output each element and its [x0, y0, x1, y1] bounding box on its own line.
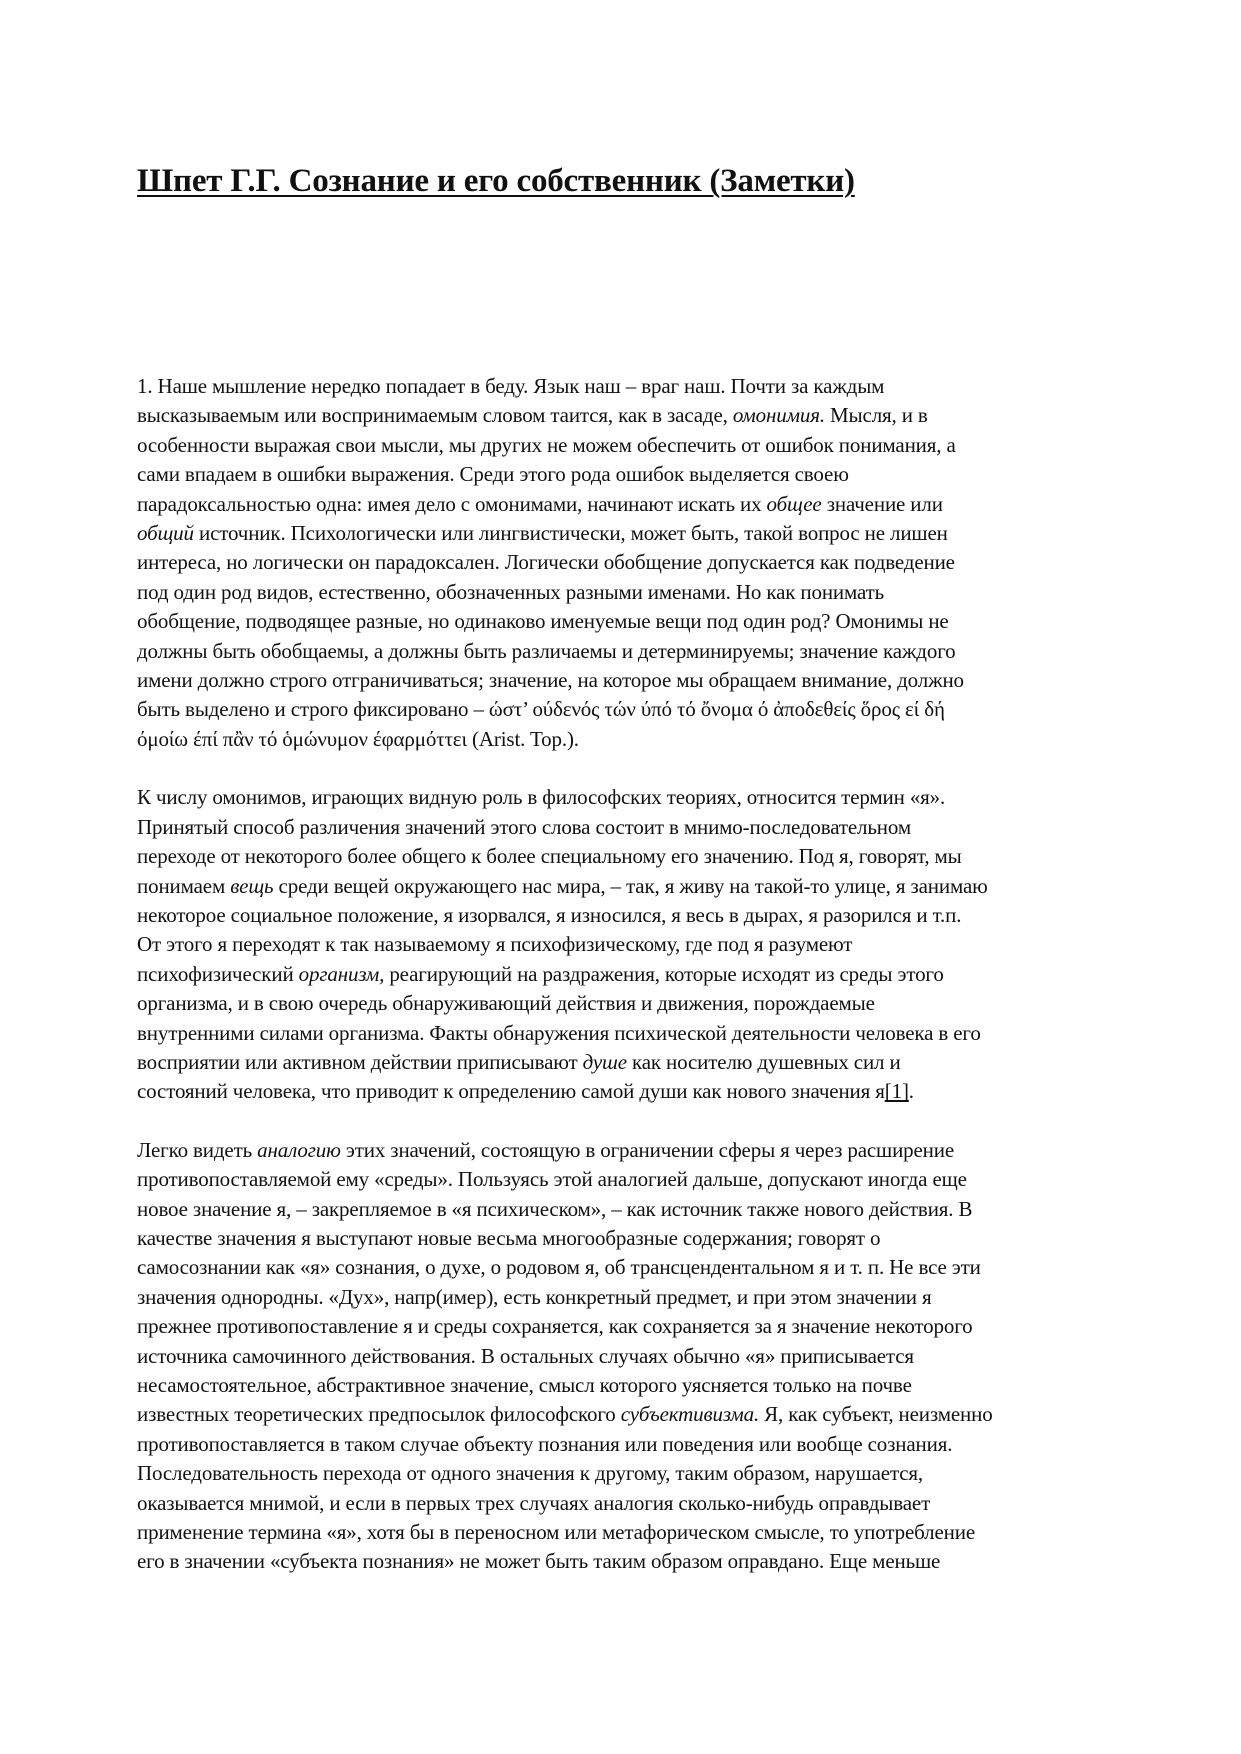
emphasis-term: организм, [298, 961, 385, 986]
text-line: должны быть обобщаемы, а должны быть различаемы и детерминируемы; значение каждого [137, 638, 956, 663]
text-line: качестве значения я выступают новые весьма многообразные содержания; говорят о [137, 1225, 881, 1250]
text-line: самосознании как «я» сознания, о духе, о родовом я, об трансцендентальном я и т. п. Не все эти [137, 1255, 981, 1280]
text-line: психофизический организм, реагирующий на раздражения, которые исходят из среды этого [137, 961, 944, 986]
text-line: применение термина «я», хотя бы в переносном или метафорическом смысле, то употребление [137, 1520, 975, 1545]
text-line: Легко видеть аналогию этих значений, состоящую в ограничении сферы я через расширение [137, 1137, 955, 1162]
emphasis-term: вещь [230, 873, 274, 898]
text-line: понимаем вещь среди вещей окружающего нас мира, – так, я живу на такой-то улице, я занимаю [137, 873, 988, 898]
paragraph-2 [137, 783, 1117, 1106]
emphasis-term: омонимия. [732, 403, 825, 428]
text-line: высказываемым или воспринимаемым словом таится, как в засаде, омонимия. Мысля, и в [137, 403, 928, 428]
text-line: прежнее противопоставление я и среды сохраняется, как сохраняется за я значение некоторого [137, 1314, 973, 1339]
text-line: Последовательность перехода от одного значения к другому, таким образом, нарушается, [137, 1461, 924, 1486]
text-line: имени должно строго отграничиваться; значение, на которое мы обращаем внимание, должно [137, 668, 964, 693]
text-line: сами впадаем в ошибки выражения. Среди этого рода ошибок выделяется своею [137, 462, 849, 487]
text-line: К числу омонимов, играющих видную роль в философских теориях, относится термин «я». [137, 785, 946, 810]
text-line: быть выделено и строго фиксировано – ώστ’ ούδενός τών ύπό τό ὄνομα ό ἀποδεθείς ὅρος εί δή [137, 697, 945, 722]
paragraph-1 [137, 372, 1117, 754]
text-line: 1. Наше мышление нередко попадает в беду. Язык наш – враг наш. Почти за каждым [137, 374, 885, 398]
text-line: όμοίω έπί πἂν τό ὁμώνυμον έφαρμόττει (Arist. Top.). [137, 726, 579, 751]
text-line: некоторое социальное положение, я изорвался, я износился, я весь в дырах, я разорился и т.п. [137, 902, 962, 927]
text-line: его в значении «субъекта познания» не может быть таким образом оправдано. Еще меньше [137, 1549, 941, 1574]
text-line: противопоставляется в таком случае объекту познания или поведения или вообще сознания. [137, 1431, 953, 1456]
text-line: под один род видов, естественно, обозначенных разными именами. Но как понимать [137, 579, 885, 604]
emphasis-term: субъективизма. [620, 1402, 760, 1427]
text-line: От этого я переходят к так называемому я психофизическому, где под я разумеют [137, 932, 853, 957]
text-line: переходе от некоторого более общего к более специальному его значению. Под я, говорят, мы [137, 844, 962, 869]
emphasis-term: общее [766, 491, 822, 516]
document-body [137, 372, 1117, 1577]
text-line: организма, и в свою очередь обнаруживающий действия и движения, порождаемые [137, 991, 875, 1016]
text-line: противопоставляемой ему «среды». Пользуясь этой аналогией дальше, допускают иногда еще [137, 1167, 967, 1192]
text-line: известных теоретических предпосылок философского субъективизма. Я, как субъект, неизменно [137, 1402, 993, 1427]
text-line: общий источник. Психологически или лингвистически, может быть, такой вопрос не лишен [137, 521, 948, 546]
text-line: Принятый способ различения значений этого слова состоит в мнимо-последовательном [137, 814, 911, 839]
emphasis-term: общий [137, 521, 194, 546]
text-line: значения однородны. «Дух», напр(имер), есть конкретный предмет, и при этом значении я [137, 1284, 932, 1309]
document-title: Шпет Г.Г. Сознание и его собственник (Заметки) [137, 163, 855, 199]
text-line: источника самочинного действования. В остальных случаях обычно «я» приписывается [137, 1343, 914, 1368]
text-line: внутренними силами организма. Факты обнаружения психической деятельности человека в его [137, 1020, 981, 1045]
footnote-link[interactable]: [1] [884, 1079, 909, 1104]
text-line: интереса, но логически он парадоксален. Логически обобщение допускается как подведение [137, 550, 955, 575]
emphasis-term: душе [582, 1049, 627, 1074]
text-line: состояний человека, что приводит к определению самой души как нового значения я[1]. [137, 1079, 914, 1104]
text-line: особенности выражая свои мысли, мы других не можем обеспечить от ошибок понимания, а [137, 432, 956, 457]
text-line: новое значение я, – закрепляемое в «я психическом», – как источник также нового действия. В [137, 1196, 973, 1221]
text-line: восприятии или активном действии приписывают душе как носителю душевных сил и [137, 1049, 901, 1074]
paragraph-3 [137, 1136, 1117, 1577]
emphasis-term: аналогию [257, 1137, 341, 1162]
text-line: несамостоятельное, абстрактивное значение, смысл которого уясняется только на почве [137, 1373, 912, 1397]
text-line: парадоксальностью одна: имея дело с омонимами, начинают искать их общее значение или [137, 491, 943, 516]
text-line: оказывается мнимой, и если в первых трех случаях аналогия сколько-нибудь оправдывает [137, 1490, 931, 1515]
text-line: обобщение, подводящее разные, но одинаково именуемые вещи под один род? Омонимы не [137, 609, 949, 634]
